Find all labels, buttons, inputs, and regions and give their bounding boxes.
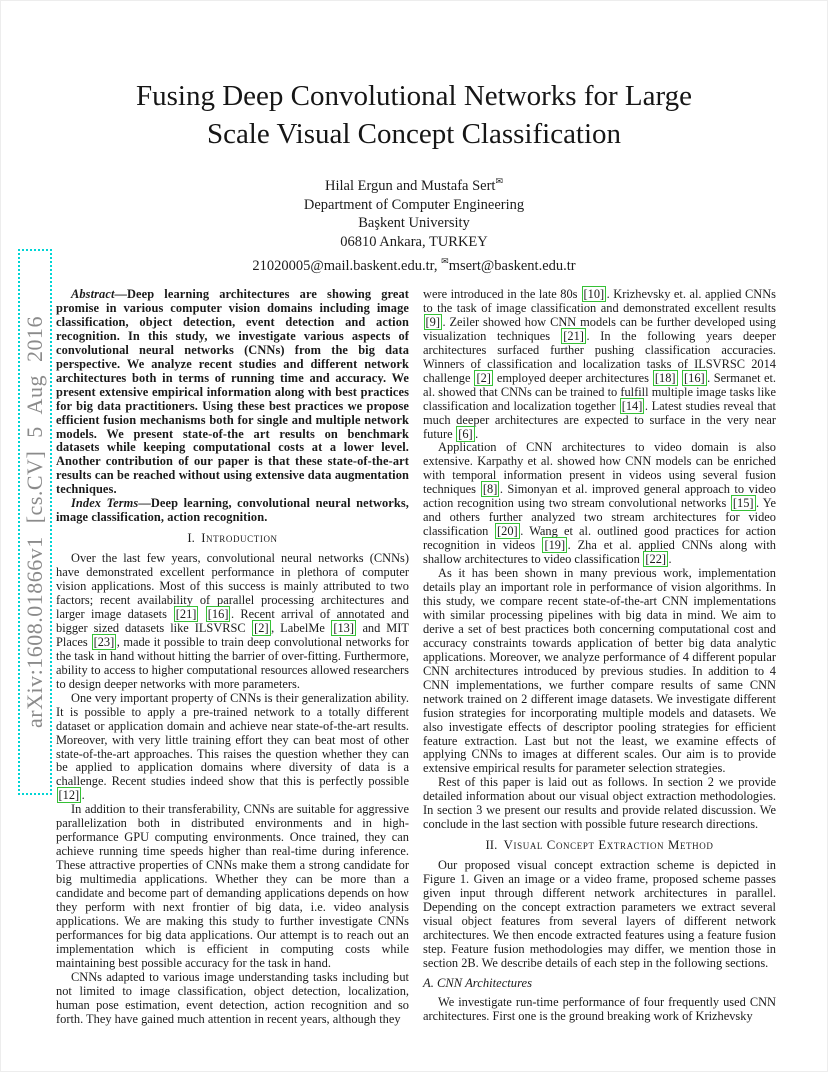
lead-paragraph: Abstract—Deep learning architectures are showing great promise in various computer vision domains including image classification, object detection, event detection and action recognition. In this study, we investigate various aspects of convolutional neural networks (CNNs) from the big data perspective. We analyze recent studies and different network architectures both in terms of running time and accuracy. We present extensive empirical information along with best practices for big data practitioners. Using these best practices we propose efficient fusion mechanisms both for single and multiple network models. We present state-of-the art results on benchmark datasets while keeping computational costs at a lower level. Another contribution of our paper is that these state-of-the-art results can be reached without using extensive data augmentation techniques.	[56, 287, 409, 497]
section-heading	[423, 839, 776, 853]
paper-title-line2: Scale Visual Concept Classification	[206, 118, 622, 150]
corresponding-author-envelope-icon: ✉	[495, 176, 504, 186]
paragraph: Rest of this paper is laid out as follows. In section 2 we provide detailed information about our visual object extraction methodologies. In section 3 we present our results and provide related discussion. We conclude in the last section with possible future research directions.	[423, 775, 776, 832]
section-title: Visual Concept Extraction Method	[503, 838, 714, 853]
citation-link[interactable]: [9]	[425, 314, 440, 329]
citation-link[interactable]: [23]	[93, 634, 115, 649]
paragraph: One very important property of CNNs is their generalization ability. It is possible to apply a pre-trained network to a totally different dataset or application domain and achieve near state-of-the-art results. Moreover, with very little training effort they can beat most of other state-of-the-art approaches. This raises the question whether they can be applied to application domains where diversity of data is a challenge. Recent studies indeed show that this is perfectly possible [12] .	[56, 690, 409, 803]
paragraph: Over the last few years, convolutional neural networks (CNNs) have demonstrated excellent performance in plethora of computer vision applications. Most of this success is mainly attributed to two factors; recent availability of parallel processing architectures and larger image datasets [21] [16] . Recent arrival of annotated and bigger sized datasets like ILSVRSC [2] , LabelMe [13] and MIT Places [23] , made it possible to train deep convolutional networks for the task in hand without hitting the barrier of over-fitting. Furthermore, ability to access to higher computational resources allowed researchers to design deeper networks with more parameters.	[56, 551, 409, 691]
subsection-heading: A. CNN Architectures	[423, 975, 533, 990]
citation-link[interactable]: [21]	[175, 606, 197, 621]
left-column	[56, 288, 409, 1027]
citation-link[interactable]: [16]	[207, 606, 229, 621]
author-names-text: Hilal Ergun and Mustafa Sert	[324, 177, 496, 194]
citation-link[interactable]: [20]	[497, 524, 518, 539]
citation-link[interactable]: [14]	[621, 398, 643, 413]
section-number: I.	[187, 531, 202, 546]
citation-link[interactable]: [18]	[654, 370, 676, 385]
lead-paragraph: Index Terms—Deep learning, convolutional neural networks, image classification, action recognition.	[56, 496, 409, 525]
paper-title	[1, 77, 827, 153]
paragraph: were introduced in the late 80s [10] . Krizhevsky et. al. applied CNNs to the task of image classification and demonstrated excellent results [9] . Zeiler showed how CNN models can be further developed using visualization techniques [21] . In the following years deeper architectures surfaced further pushing classification accuracies. Winners of classification and localization tasks of ILSVRSC 2014 challenge [2] employed deeper architectures [18] [16] . Sermanet et. al. showed that CNNs can be trained to fulfill multiple image tasks like classification and localization together [14] . Latest studies reveal that much deeper architectures are expected to surface in the very near future [6] .	[423, 287, 777, 441]
right-column	[423, 288, 776, 1024]
citation-link[interactable]: [12]	[58, 788, 80, 803]
citation-link[interactable]: [6]	[458, 426, 473, 441]
paragraph: CNNs adapted to various image understanding tasks including but not limited to image classification, object detection, localization, human pose estimation, event detection, action recognition and so forth. They have gained much attention in recent years, although they	[56, 969, 409, 1026]
paragraph: In addition to their transferability, CNNs are suitable for aggressive parallelization both in distributed environments and in high-performance GPU computing environments. Once trained, they can achieve running time speeds higher than real-time during inference. These attractive properties of CNNs make them a strong candidate for big multimedia applications. Whether they can be more than a candidate and become part of demanding applications depends on how they perform with next frontier of big data, i.e. video analysis applications. We are making this study to further investigate CNNs performances for big data applications. Our attempt is to reach out an implementation which is efficient in computing costs while maintaining best possible accuracy for the task in hand.	[56, 802, 409, 970]
paragraph: Our proposed visual concept extraction scheme is depicted in Figure 1. Given an image or a video frame, proposed scheme passes given input through different network architectures in parallel. Depending on the concept extraction parameters we extract several visual object features from several layers of different network architectures. We then encode extracted features using a feature fusion step. Feature fusion methodologies may differ, we mention those in section 2B. We describe details of each step in the following sections.	[423, 858, 776, 970]
email-separator: ,	[433, 257, 442, 274]
paragraph: We investigate run-time performance of four frequently used CNN architectures. First one is the ground breaking work of Krizhevsky	[423, 994, 776, 1023]
citation-link[interactable]: [2]	[254, 620, 269, 635]
citation-link[interactable]: [10]	[583, 287, 605, 301]
citation-link[interactable]: [13]	[333, 620, 354, 635]
section-heading	[56, 532, 409, 546]
citation-link[interactable]: [8]	[482, 482, 498, 497]
paragraph: As it has been shown in many previous work, implementation details play an important role in performance of vision algorithms. In this study, we compare recent state-of-the-art CNN implementations with similar processing pipelines with big data in mind. We aim to derive a set of best practices both concerning computational cost and accuracy constraints towards application of better big data analytic applications. Moreover, we analyze performance of 4 different popular CNN architectures introduced by previous studies. In addition to 4 CNN implementations, we further compare results of same CNN network trained on 2 different image datasets. We investigate different fusion strategies for incorporating multiple models and datasets. We also investigate effects of descriptor pooling strategies for efficient feature extraction. Last but not the least, we examine effects of applying CNNs to images at different scales. Our aim is to provide extensive empirical results for parameter selection strategies.	[423, 566, 776, 776]
citation-link[interactable]: [22]	[645, 552, 667, 567]
email-second: msert@baskent.edu.tr	[448, 257, 576, 274]
citation-link[interactable]: [19]	[544, 538, 566, 553]
email-first: 21020005@mail.baskent.edu.tr	[252, 257, 434, 274]
envelope-icon: ✉	[441, 256, 449, 267]
author-block	[1, 172, 827, 276]
paragraph-lead-label: Abstract	[71, 287, 115, 301]
paragraph-lead-label: Index Terms	[71, 496, 139, 511]
citation-link[interactable]: [21]	[563, 328, 584, 343]
author-emails	[1, 252, 827, 276]
arxiv-stamp: arXiv:1608.01866v1 [cs.CV] 5 Aug 2016	[18, 249, 52, 795]
citation-link[interactable]: [2]	[476, 370, 491, 385]
author-address: 06810 Ankara, TURKEY	[340, 234, 488, 251]
paper-title-line1: Fusing Deep Convolutional Networks for Large	[135, 80, 692, 112]
author-university: Başkent University	[358, 215, 470, 232]
citation-link[interactable]: [15]	[732, 496, 754, 511]
author-department: Department of Computer Engineering	[303, 196, 525, 213]
citation-link[interactable]: [16]	[684, 370, 705, 385]
section-title: Introduction	[201, 531, 278, 546]
section-number: II.	[485, 838, 504, 853]
author-names	[1, 172, 827, 196]
paragraph: Application of CNN architectures to video domain is also extensive. Karpathy et al. showed how CNN models can be enriched with temporal information present in videos using several fusion techniques [8] . Simonyan et al. improved general approach to video action recognition using two stream convolutional networks [15] . Ye and others further analyzed two stream architectures for video classification [20] . Wang et al. outlined good practices for action recognition in videos [19] . Zha et al. applied CNNs along with shallow architectures to video classification [22] .	[423, 440, 776, 567]
